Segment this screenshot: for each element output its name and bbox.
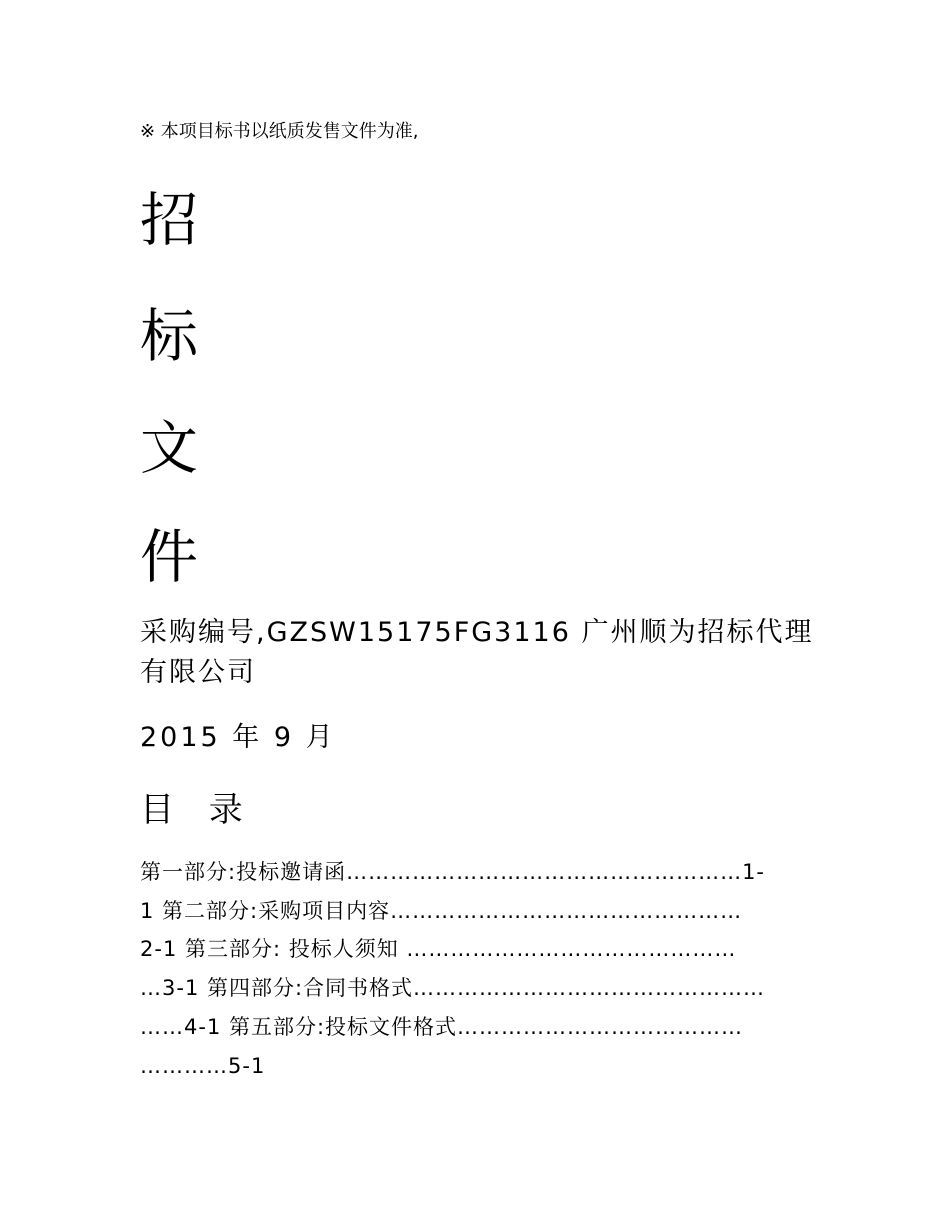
toc-line: 1 第二部分:采购项目内容…………………………………………: [140, 899, 743, 923]
paper-version-notice: ※ 本项目标书以纸质发售文件为准,: [140, 121, 419, 142]
title-char-3: 文: [140, 414, 199, 482]
issue-date: 2015 年 9 月: [140, 722, 336, 753]
title-char-4: 件: [140, 523, 199, 591]
title-char-1: 招: [140, 186, 199, 254]
toc-line: 2-1 第三部分: 投标人须知 ………………………………………: [140, 937, 737, 961]
toc-line: ……4-1 第五部分:投标文件格式…………………………………: [140, 1015, 744, 1039]
toc-line: …………5-1: [140, 1054, 266, 1078]
procurement-number-and-agency: 采购编号,GZSW15175FG3116 广州顺为招标代理有限公司: [140, 617, 814, 688]
toc-heading: 目 录: [140, 790, 255, 830]
toc-line: …3-1 第四部分:合同书格式…………………………………………: [140, 976, 766, 1000]
toc-line: 第一部分:投标邀请函………………………………………………1-: [140, 860, 766, 884]
title-char-2: 标: [140, 302, 199, 370]
